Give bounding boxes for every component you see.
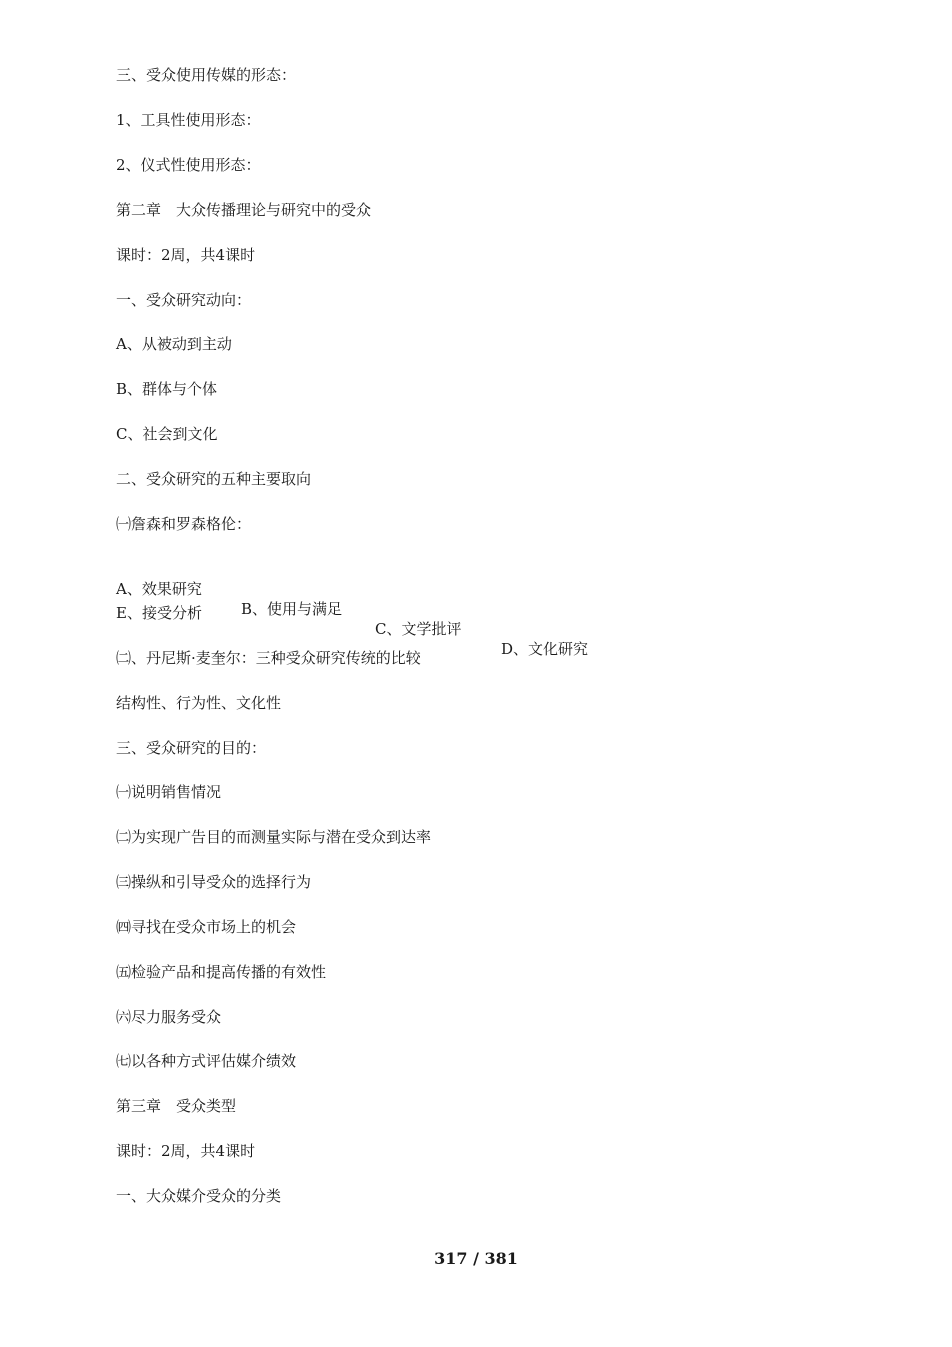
text-line: B、群体与个体 (116, 380, 218, 398)
chapter-three-title: 第三章 受众类型 (116, 1097, 237, 1115)
text-line: 一、大众媒介受众的分类 (116, 1187, 282, 1205)
class-hours: 课时：2周，共4课时 (116, 246, 256, 264)
text-line: ㈠说明销售情况 (116, 783, 222, 801)
text-line: A、从被动到主动 (116, 335, 232, 353)
text-line: ㈢操纵和引导受众的选择行为 (116, 873, 312, 891)
text-line: ㈤检验产品和提高传播的有效性 (116, 963, 327, 981)
page-number: 317 / 381 (434, 1249, 518, 1268)
text-line: 一、受众研究动向： (116, 291, 252, 309)
text-line: C、社会到文化 (116, 425, 218, 443)
text-line: 三、受众研究的目的： (116, 739, 267, 757)
text-line: ㈥尽力服务受众 (116, 1008, 222, 1026)
text-line: E、接受分析 (116, 604, 202, 622)
text-line: 1、工具性使用形态： (116, 111, 261, 129)
approach-literary-criticism: C、文学批评 (375, 620, 462, 638)
approach-effects: A、效果研究 (116, 580, 202, 598)
text-line: 2、仪式性使用形态： (116, 156, 261, 174)
text-line: 结构性、行为性、文化性 (116, 694, 282, 712)
text-line: ㈡、丹尼斯·麦奎尔：三种受众研究传统的比较 (116, 649, 421, 667)
text-line: ㈦以各种方式评估媒介绩效 (116, 1052, 297, 1070)
text-line: ㈡为实现广告目的而测量实际与潜在受众到达率 (116, 828, 432, 846)
text-line: ㈠詹森和罗森格伦： (116, 515, 252, 533)
text-line: ㈣寻找在受众市场上的机会 (116, 918, 297, 936)
approach-cultural-studies: D、文化研究 (501, 640, 589, 658)
text-line: 二、受众研究的五种主要取向 (116, 470, 312, 488)
heading-audience-media-forms: 三、受众使用传媒的形态： (116, 66, 297, 84)
class-hours: 课时：2周，共4课时 (116, 1142, 256, 1160)
chapter-two-title: 第二章 大众传播理论与研究中的受众 (116, 201, 372, 219)
approach-uses-gratifications: B、使用与满足 (241, 600, 343, 618)
